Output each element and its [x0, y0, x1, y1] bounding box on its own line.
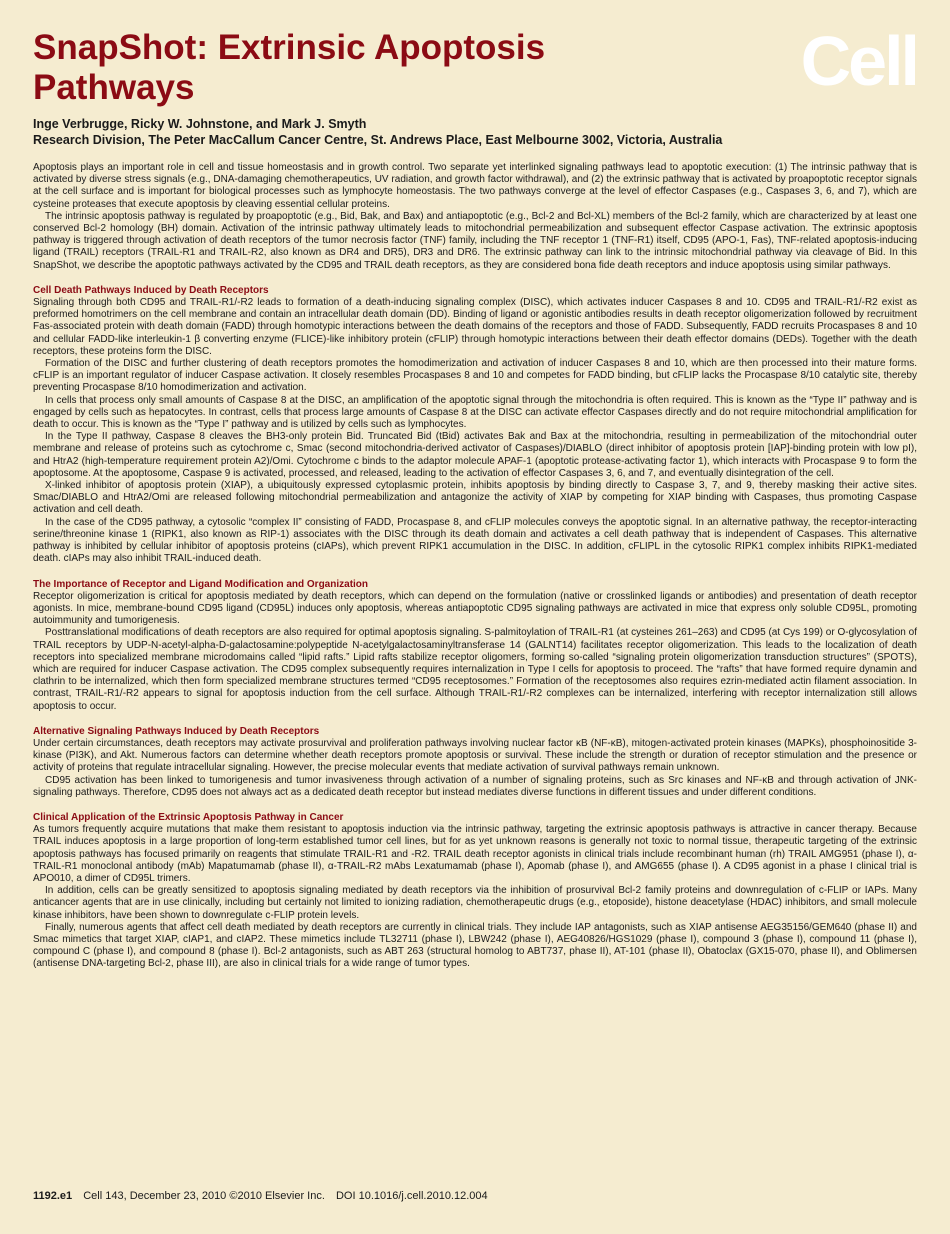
- section-death-receptors: [33, 285, 917, 566]
- intro: [33, 162, 917, 272]
- affiliation: Research Division, The Peter MacCallum Cancer Centre, St. Andrews Place, East Melbourne 3002, Victoria, Australia: [33, 133, 723, 147]
- section-paragraph: In the case of the CD95 pathway, a cytosolic “complex II” consisting of FADD, Procaspase 8, and cFLIP molecules conveys the apoptotic signal. In an alternative pathway, the receptor-interacting serine/threonine kinase 1 (RIPK1, also known as RIP-1) associates with the DISC through its death domain and activates a cell death pathway that is independent of Caspases. This alternative pathway is inhibited by cellular inhibitor of apoptosis proteins (cIAPs), which prevent RIPK1 accumulation in the DISC. In addition, cFLIPL in the cytosolic RIPK1 complex inhibits RIPK1-mediated death. cIAPs may also inhibit TRAIL-induced death.: [33, 516, 917, 565]
- section-paragraph: X-linked inhibitor of apoptosis protein (XIAP), a ubiquitously expressed cytoplasmic protein, inhibits apoptosis by binding directly to Caspase 3, 7, and 9, thereby masking their active sites. Smac/DIABLO and HtrA2/Omi are released following mitochondrial permeabilization and antagonize the activity of XIAP by competing for XIAP binding with Caspases, thus promoting Caspase activation and cell death.: [33, 480, 917, 516]
- intro-paragraph: Apoptosis plays an important role in cell and tissue homeostasis and in growth control. Two separate yet interlinked signaling pathways lead to apoptotic execution: (1) The intrinsic pathway that is activated by diverse stress signals (e.g., DNA-damaging chemotherapeutics, UV radiation, and growth factor withdrawal), and (2) the extrinsic pathway that is activated by proapoptotic receptor signals at the cell surface and is important for biological processes such as lymphocyte homeostasis. The two pathways converge at the level of effector Caspases (e.g., Caspases 3, 6, and 7), which are cysteine proteases that execute apoptosis by cleaving essential cellular proteins.: [33, 162, 917, 210]
- section-receptor-modification: [33, 579, 917, 713]
- section-clinical-application: [33, 812, 917, 971]
- section-paragraph: As tumors frequently acquire mutations that make them resistant to apoptosis induction via the intrinsic pathway, targeting the extrinsic apoptosis pathways is attractive in cancer therapy. Because TRAIL induces apoptosis in a large proportion of long-term established tumor cell lines, but for as yet unknown reasons is generally not toxic to normal tissue, therapeutic targeting of the extrinsic apoptosis pathways has focused primarily on reagents that stimulate TRAIL-R1 and -R2. TRAIL death receptor agonists in clinical trials include recombinant human (rh) TRAIL AMG951 (phase I), α-TRAIL-R1 monoclonal antibody (mAb) Mapatumamab (phase II), α-TRAIL-R2 mAbs Lexatumamab (phase I), Apomab (phase I), and AMG655 (phase I). A CD95 agonist in a phase I clinical trial is APO010, a dimer of CD95L trimers.: [33, 824, 917, 884]
- page-footer: [33, 1190, 496, 1203]
- intro-paragraph: The intrinsic apoptosis pathway is regulated by proapoptotic (e.g., Bid, Bak, and Bax) and antiapoptotic (e.g., Bcl-2 and Bcl-XL) members of the Bcl-2 family, which are characterized by at least one conserved Bcl-2 homology (BH) domain. Activation of the intrinsic pathway ultimately leads to mitochondrial permeabilization and subsequent effector Caspase activation. The extrinsic apoptosis pathway is triggered through activation of death receptors of the tumor necrosis factor (TNF) family, including the TNF receptor 1 (TNF-R1) itself, CD95 (APO-1, Fas), TNF-related apoptosis-inducing ligand (TRAIL) receptors (TRAIL-R1 and TRAIL-R2, also known as DR4 and DR5), DR3 and DR6. The extrinsic pathway can link to the intrinsic mitochondrial pathway via cleavage of Bid. In this SnapShot, we describe the apoptotic pathways activated by the CD95 and TRAIL death receptors, as they are considered bona fide death receptors and induce apoptosis using similar pathways.: [33, 210, 917, 271]
- section-alternative-pathways: [33, 726, 917, 799]
- section-heading: Clinical Application of the Extrinsic Apoptosis Pathway in Cancer: [33, 811, 344, 823]
- section-paragraph: Under certain circumstances, death receptors may activate prosurvival and proliferation pathways involving nuclear factor κB (NF-κB), mitogen-activated protein kinases (MAPKs), phosphoinositide 3-kinase (PI3K), and Akt. Numerous factors can determine whether death receptors promote apoptosis or survival. These include the strength or duration of receptor stimulation and the presence or activity of proteins that regulate intracellular signaling. However, the precise molecular events that mediate activation of survival pathways remain unknown.: [33, 737, 917, 774]
- section-paragraph: Signaling through both CD95 and TRAIL-R1/-R2 leads to formation of a death-inducing signaling complex (DISC), which activates inducer Caspases 8 and 10. CD95 and TRAIL-R1/-R2 exist as preformed homotrimers on the cell membrane and contain an intracellular death domain (DD). Binding of ligand or agonistic antibodies results in death receptor oligomerization followed by recruitment Fas-associated protein with death domain (FADD) through homotypic interactions between the death domains of the receptors and those of FADD. Subsequently, FADD recruits Procaspases 8 and 10 and cellular FADD-like interleukin-1 β converting enzyme (FLICE)-like inhibitory protein (cFLIP) through homotypic interactions between their death effector domains (DEDs). Together with the death receptors, these proteins form the DISC.: [33, 297, 917, 357]
- section-paragraph: CD95 activation has been linked to tumorigenesis and tumor invasiveness through activation of a number of signaling proteins, such as Src kinases and NF-κB and through activation of JNK-signaling pathways. Therefore, CD95 does not always act as a dedicated death receptor but instead mediates diverse functions in different tissues and under different conditions.: [33, 774, 917, 798]
- section-heading: Alternative Signaling Pathways Induced by Death Receptors: [33, 725, 320, 737]
- section-paragraph: Posttranslational modifications of death receptors are also required for optimal apoptosis signaling. S-palmitoylation of TRAIL-R1 (at cysteines 261–263) and CD95 (at Cys 199) or O-glycosylation of TRAIL receptors by UDP-N-acetyl-alpha-D-galactosamine:polypeptide N-acetylgalactosaminyltransferase 14 (GALNT14) facilitates receptor oligomerization. This leads to the localization of death receptors into specialized membrane microdomains called “lipid rafts.” Lipid rafts stabilize receptor oligomers, forming so-called “signaling protein oligomerization transduction structures” (SPOTS), which are required for inducer Caspase activation. The CD95 complex subsequently requires internalization in Type I cells for apoptosis to proceed. The “rafts” that have formed require dynamin and clathrin to be internalized, which then form specialized membrane structures termed “CD95 receptosomes.” Formation of the receptosomes also requires ezrin-mediated actin filament association. In contrast, TRAIL-R1/-R2 appears to signal for apoptosis induction from the cell surface. Although TRAIL-R1/-R2 complexes can be internalized, interfering with receptor internalization still allows apoptosis to occur.: [33, 627, 917, 712]
- section-heading: The Importance of Receptor and Ligand Modification and Organization: [33, 578, 369, 590]
- title-line-2: Pathways: [33, 68, 195, 107]
- section-paragraph: Formation of the DISC and further clustering of death receptors promotes the homodimerization and activation of inducer Caspases 8 and 10, which are then processed into their mature forms. cFLIP is an important regulator of inducer Caspase activation. It closely resembles Procaspases 8 and 10 and competes for FADD binding, but cFLIP lacks the Procaspase 8/10 catalytic site, thereby preventing Procaspase 8/10 homodimerization and activation.: [33, 358, 917, 394]
- authors: Inge Verbrugge, Ricky W. Johnstone, and Mark J. Smyth: [33, 117, 367, 131]
- section-paragraph: In cells that process only small amounts of Caspase 8 at the DISC, an amplification of the apoptotic signal through the mitochondria is often required. This is known as the “Type II” pathway and is engaged by cells such as hepatocytes. In contrast, cells that process large amounts of Caspase 8 at the DISC can activate effector Caspases directly and do not require mitochondrial amplification for death to occur. This is known as the “Type I” pathway and is utilized by cells such as lymphocytes.: [33, 394, 917, 431]
- article-title: [33, 28, 733, 108]
- article: [33, 22, 917, 971]
- section-paragraph: In the Type II pathway, Caspase 8 cleaves the BH3-only protein Bid. Truncated Bid (tBid) activates Bak and Bax at the mitochondria, resulting in permeabilization of the mitochondrial outer membrane and release of proteins such as cytochrome c, Smac (second mitochondria-derived activator of Caspases)/DIABLO (direct inhibitor of apoptosis protein [IAP]-binding protein with low pI), and HtrA2 (high-temperature requirement protein A2)/Omi. Cytochrome c binds to the adaptor molecule APAF-1 (apoptotic protease-activating factor 1), which interacts with Procaspase 9 to form the apoptosome. At the apoptosome, Caspase 9 is activated, processed, and released, leading to the activation of effector Caspases 3, 6, and 7, and eventually disintegration of the cell.: [33, 431, 917, 479]
- section-paragraph: Receptor oligomerization is critical for apoptosis mediated by death receptors, which can depend on the formulation (native or crosslinked ligands or antibodies) and presentation of death receptor agonists. In mice, membrane-bound CD95 ligand (CD95L) induces only apoptosis, whereas antiapoptotic CD95 signaling pathways are activated in mice that express only soluble CD95L, promoting autoimmunity and tumorigenesis.: [33, 590, 917, 627]
- section-heading: Cell Death Pathways Induced by Death Receptors: [33, 284, 269, 296]
- journal-citation: Cell 143, December 23, 2010 ©2010 Elsevier Inc.: [83, 1190, 325, 1202]
- section-paragraph: In addition, cells can be greatly sensitized to apoptosis signaling mediated by death receptors via the inhibition of prosurvival Bcl-2 family proteins and downregulation of c-FLIP or IAPs. Many anticancer agents that are in use clinically, including but certainly not limited to ionizing radiation, chemotherapeutic drugs (e.g., etoposide), histone deacetylase (HDAC) inhibitors, and small molecule kinase inhibitors, have been shown to downregulate c-FLIP protein levels.: [33, 885, 917, 921]
- doi: DOI 10.1016/j.cell.2010.12.004: [335, 1190, 488, 1202]
- section-paragraph: Finally, numerous agents that affect cell death mediated by death receptors are currently in clinical trials. They include IAP antagonists, such as XIAP antisense AEG35156/GEM640 (phase II) and Smac mimetics that target XIAP, cIAP1, and cIAP2. These mimetics include TL32711 (phase I), LBW242 (phase I), AEG40826/HGS1029 (phase I), compound 3 (phase I), compound 11 (phase I), compound C (phase I), and compound 8 (phase I). Bcl-2 antagonists, such as ABT 263 (structural homolog to ABT737, phase II), AT-101 (phase II), Obatoclax (GX15-070, phase II), and Oblimersen (antisense DNA-targeting Bcl-2, phase III), are also in clinical trials for a wide range of tumor types.: [33, 921, 917, 970]
- page-number: 1192.e1: [33, 1190, 73, 1202]
- title-line-1: SnapShot: Extrinsic Apoptosis: [33, 28, 546, 67]
- cell-logo: Cell: [800, 22, 917, 100]
